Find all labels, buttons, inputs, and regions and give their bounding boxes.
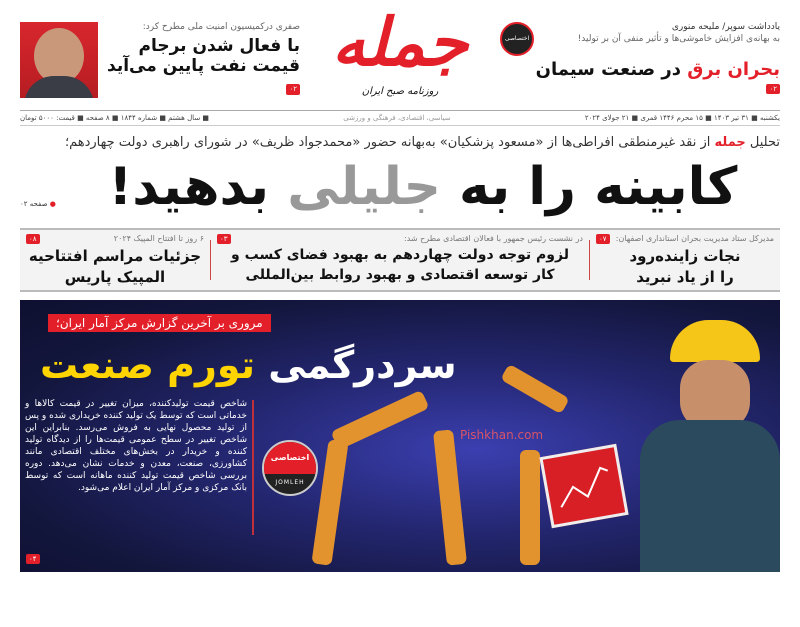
exclusive-badge: اختصاصی bbox=[500, 22, 534, 56]
right-story-kicker-2: به بهانه‌ی افزایش خاموشی‌ها و تأثیر منفی آن بر تولید! bbox=[577, 33, 780, 44]
main-headline-row bbox=[20, 152, 780, 222]
laptop-chart-image bbox=[539, 444, 628, 528]
column-story[interactable]: در نشست رئیس جمهور با فعالان اقتصادی مطرح شد: ۰۳ لزوم توجه دولت چهاردهم به بهبود فضای کسب و کار توسعه اقتصادی و بهبود روابط بین‌المللی bbox=[211, 234, 589, 286]
left-story[interactable] bbox=[20, 0, 300, 110]
hero-kicker: مروری بر آخرین گزارش مرکز آمار ایران؛ bbox=[48, 314, 271, 332]
left-story-photo bbox=[20, 22, 98, 98]
left-story-headline-1: با فعال شدن برجام bbox=[138, 35, 300, 56]
right-story-kicker-1: یادداشت سوپر/ ملیحه منوری bbox=[671, 22, 780, 32]
divider bbox=[252, 400, 254, 535]
page-badge[interactable]: ۰۴ bbox=[26, 554, 40, 564]
logo-tagline: روزنامه صبح ایران bbox=[361, 86, 439, 97]
left-story-kicker: صفری درکمیسیون امنیت ملی مطرح کرد: bbox=[142, 22, 300, 32]
left-story-headline-2: قیمت نفت پایین می‌آید bbox=[107, 56, 300, 77]
right-story-headline-red: بحران برق bbox=[687, 59, 780, 80]
jomleh-badge: اختصاصی JOMLEH bbox=[262, 440, 318, 496]
divider bbox=[210, 240, 211, 280]
robot-arm-image bbox=[311, 439, 348, 566]
headline-highlight: جلیلی bbox=[287, 156, 441, 217]
hero-headline: سردرگمی تورم صنعت bbox=[40, 342, 457, 387]
masthead-logo bbox=[300, 0, 500, 110]
right-story-headline-rest: در صنعت سیمان bbox=[535, 59, 688, 80]
worker-image bbox=[630, 320, 780, 572]
trend-line-icon bbox=[543, 447, 625, 525]
divider bbox=[589, 240, 590, 280]
page-badge[interactable]: ۰۲ bbox=[766, 84, 780, 94]
logo-text: جمله bbox=[331, 3, 469, 81]
date-line: یکشنبه ■ ۳۱ تیر ۱۴۰۳ ■ ۱۵ محرم ۱۴۴۶ قمری ■ ۲۱ جولای ۲۰۲۴ bbox=[584, 114, 780, 122]
main-headline[interactable]: کابینه را به جلیلی بدهید! bbox=[108, 156, 738, 217]
column-story[interactable]: ۶ روز تا افتتاح المپیک ۲۰۲۴ ۰۸ جزئیات مراسم افتتاحیه المپیک پاریس bbox=[20, 234, 210, 286]
page-ref[interactable]: ● صفحه ۰۲ bbox=[20, 199, 56, 208]
lead-kicker: تحلیل جمله از نقد غیرمنطقی افراطی‌ها از «مسعود پزشکیان» به‌بهانه حضور «محمدجواد ظریف» در شورای راهبری دولت چهاردهم؛ bbox=[64, 135, 780, 150]
robot-arm-image bbox=[433, 429, 467, 565]
hero-feature[interactable] bbox=[20, 300, 780, 572]
header bbox=[20, 0, 780, 110]
issue-info: ■ سال هشتم ■ شماره ۱۸۴۴ ■ ۸ صفحه ■ قیمت: ۵۰۰۰ تومان bbox=[20, 114, 210, 122]
page-badge[interactable]: ۰۲ bbox=[286, 84, 300, 94]
columns-band bbox=[20, 228, 780, 292]
hero-body: شاخص قیمت تولیدکننده، میزان تغییر در قیمت کالاها و خدماتی است که توسط یک تولید کننده خریداری شده و پس از تولید محصول نهایی به فروش می‌رسد. بنابراین این شاخص تغییر در سطح عمومی قیمت‌ها را از دیدگاه تولید کننده و خریدار در بخش‌های مختلف اقتصادی مانند کشاورزی، صنعت، معدن و خدمات نشان می‌دهد. دوره بررسی شاخص قیمت تولید کننده ماهانه است که توسط بانک مرکزی و مرکز آمار ایران اعلام می‌شود. bbox=[25, 398, 247, 493]
watermark: Pishkhan.com bbox=[460, 427, 544, 442]
date-strip bbox=[20, 111, 780, 125]
robot-arm-image bbox=[330, 390, 429, 450]
right-story[interactable] bbox=[500, 0, 780, 110]
robot-arm-image bbox=[520, 450, 540, 565]
masthead-subtitle: سیاسی، اقتصادی، فرهنگی و ورزشی bbox=[343, 114, 451, 122]
column-story[interactable]: مدیرکل ستاد مدیریت بحران استانداری اصفهان: ۰۷ نجات زاینده‌رود را از یاد نبرید bbox=[590, 234, 780, 286]
